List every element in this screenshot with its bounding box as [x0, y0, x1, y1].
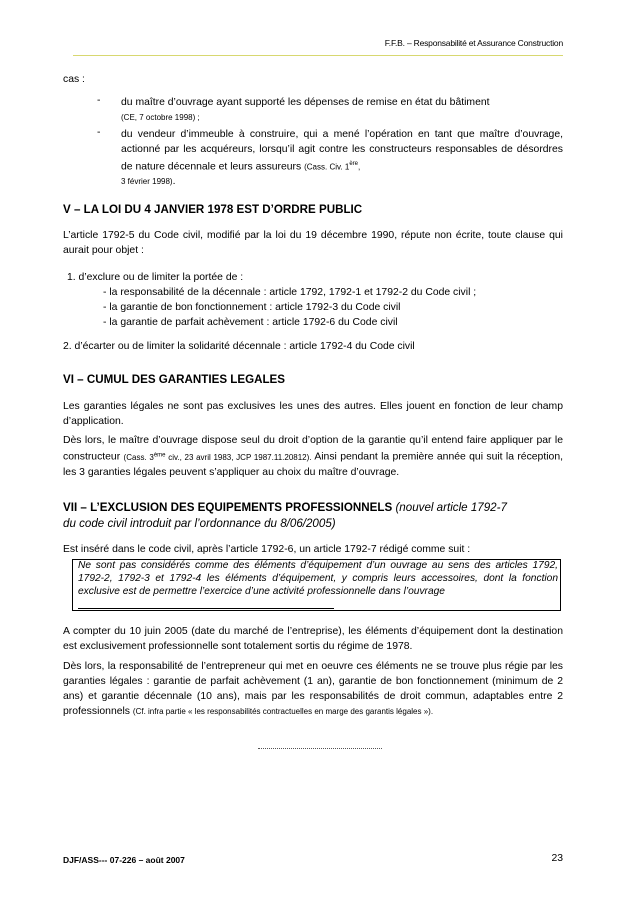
paragraph-text: Ainsi pendant la première année qui suit la réception, les 3 garanties légales peuvent s’appliquer au choix du maître d’ouvrage.: [63, 451, 563, 478]
section-vi-paragraph-2: [63, 433, 563, 480]
running-header: F.F.B. – Responsabilité et Assurance Construction: [384, 38, 563, 48]
ref-punct: .: [172, 176, 176, 188]
quoted-article: Ne sont pas considérés comme des éléments d’équipement d’un ouvrage au sens des articles 1792, 1792-2, 1792-3 et 1792-4 les éléments d’équipement, y compris leurs accessoires, dont la fonction exclusive est de permettre l’exercice d’une activité professionnelle dans l’ouvrage: [78, 560, 558, 597]
separator-line: [258, 748, 382, 749]
section-vii-paragraph-2: A compter du 10 juin 2005 (date du marché de l’entreprise), les éléments d’équipement dont la destination est exclusivement professionnelle sont totalement sortis du régime de 1978.: [63, 626, 563, 652]
case-reference: (Cass. Civ. 1: [304, 162, 350, 172]
list-item-body: du maître d’ouvrage ayant supporté les dépenses de remise en état du bâtiment: [121, 97, 490, 108]
heading-italic: du code civil introduit par l’ordonnance du 8/06/2005): [63, 517, 336, 530]
section-vii-paragraph-1: Est inséré dans le code civil, après l’article 1792-6, un article 1792-7 rédigé comme suit :: [63, 544, 471, 555]
list-item-text: [121, 127, 563, 189]
section-heading-v: V – LA LOI DU 4 JANVIER 1978 EST D’ORDRE PUBLIC: [63, 203, 363, 216]
numbered-item-2: 2. d’écarter ou de limiter la solidarité décennale : article 1792-4 du Code civil: [63, 341, 415, 352]
heading-italic: (nouvel article 1792-7: [395, 501, 507, 514]
page-number: 23: [551, 853, 563, 864]
sub-item: - la responsabilité de la décennale : article 1792, 1792-1 et 1792-2 du Code civil ;: [103, 287, 477, 298]
list-item-body: du vendeur d’immeuble à construire, qui a mené l’opération en tant que maître d’ouvrage, actionné par les acquéreurs, lorsqu’il agit contre les constructeurs responsables de désordres de nature décennale et leurs assureurs: [121, 129, 563, 173]
heading-text: VII – L’EXCLUSION DES EQUIPEMENTS PROFESSIONNELS: [63, 501, 393, 514]
section-heading-vi: VI – CUMUL DES GARANTIES LEGALES: [63, 373, 286, 386]
ref-punct: ,: [357, 162, 361, 172]
footer-reference: DJF/ASS--- 07-226 – août 2007: [63, 855, 185, 865]
list-item-text: [121, 95, 563, 110]
header-rule: [73, 55, 563, 56]
list-dash: -: [97, 127, 101, 138]
ref-text: civ., 23 avril 1983, JCP 1987.11.20812).: [168, 452, 312, 462]
list-dash: -: [97, 95, 101, 106]
section-heading-vii: [63, 500, 564, 532]
cross-reference: (Cf. infra partie « les responsabilités contractuelles en marge des garantis légales »).: [132, 707, 434, 716]
case-reference: (CE, 7 octobre 1998) ;: [121, 113, 200, 122]
case-reference-date: 3 février 1998): [121, 177, 173, 187]
quote-underline: [78, 608, 334, 609]
sub-item: - la garantie de bon fonctionnement : article 1792-3 du Code civil: [103, 302, 401, 313]
ref-text: (Cass. 3: [123, 452, 154, 462]
section-v-paragraph: L’article 1792-5 du Code civil, modifié par la loi du 19 décembre 1990, répute non écrite, toute clause qui aurait pour objet :: [63, 230, 563, 256]
sub-item: - la garantie de parfait achèvement : article 1792-6 du Code civil: [103, 317, 398, 328]
case-reference: [124, 453, 312, 462]
numbered-item-1: 1. d’exclure ou de limiter la portée de :: [67, 272, 244, 283]
paragraph-text: Dès lors, le maître d’ouvrage dispose seul du droit d’option de la garantie qu’il entend faire appliquer par le constructeur: [63, 435, 563, 463]
section-vi-paragraph-1: Les garanties légales ne sont pas exclusives les unes des autres. Elles jouent en fonction de leur champ d’application.: [63, 401, 563, 427]
intro-text: cas :: [63, 74, 85, 85]
superscript: ème: [153, 452, 166, 458]
section-vii-paragraph-3: [63, 659, 563, 719]
list-item-ref: [121, 110, 563, 125]
paragraph-text: Dès lors, la responsabilité de l’entrepreneur qui met en oeuvre ces éléments ne se trouve plus régie par les garanties légales : garantie de parfait achèvement (1 an), garantie de bon fonctionnement (minimum de 2 ans) et garantie décennale (10 ans), mais par les responsabilités de droit commun, adaptables entre 2 professionnels: [63, 661, 563, 717]
superscript: ère: [349, 161, 358, 167]
